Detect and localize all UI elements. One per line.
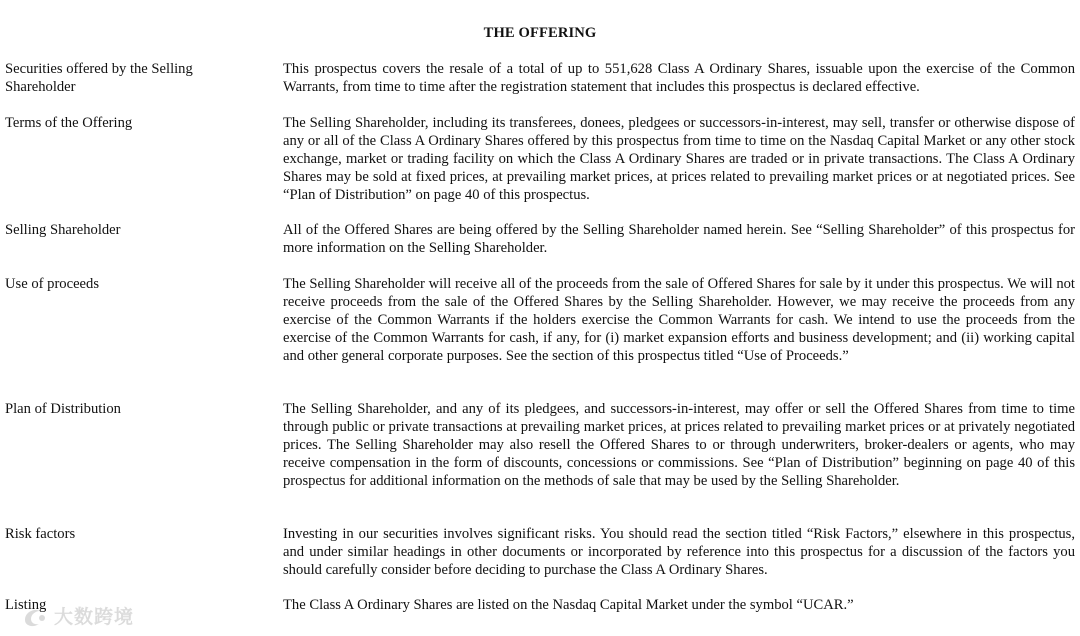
row-description: The Selling Shareholder will receive all of the proceeds from the sale of Offered Shares for sale by it under this prospectus. We will not receive proceeds from the sale of the Offered Shares by the Selling Shareholder. However, we may receive the proceeds from any exercise of the Common Warrants if the holders exercise the Common Warrants for cash. We intend to use the proceeds from the exercise of the Common Warrants for cash, if any, for (i) market expansion efforts and business development; and (ii) working capital and other general corporate purposes. See the section of this prospectus titled “Use of Proceeds.” <box>283 276 1075 364</box>
row-description: Investing in our securities involves significant risks. You should read the section titled “Risk Factors,” elsewhere in this prospectus, and under similar headings in other documents or incorporated by reference into this prospectus for a discussion of the factors you should carefully consider before deciding to purchase the Class A Ordinary Shares. <box>283 526 1075 578</box>
row-description: All of the Offered Shares are being offered by the Selling Shareholder named herein. See “Selling Shareholder” of this prospectus for more information on the Selling Shareholder. <box>283 222 1075 256</box>
row-label: Securities offered by the Selling Shareholder <box>5 61 193 95</box>
row-label: Plan of Distribution <box>5 401 121 417</box>
row-label: Risk factors <box>5 526 76 542</box>
row-label: Listing <box>5 597 47 613</box>
row-label: Terms of the Offering <box>5 115 133 131</box>
row-description: This prospectus covers the resale of a total of up to 551,628 Class A Ordinary Shares, issuable upon the exercise of the Common Warrants, from time to time after the registration statement that includes this prospectus is declared effective. <box>283 61 1075 95</box>
row-description: The Class A Ordinary Shares are listed on the Nasdaq Capital Market under the symbol “UCAR.” <box>283 597 854 613</box>
watermark-text: 大数跨境 <box>54 606 135 628</box>
section-title: THE OFFERING <box>483 25 597 41</box>
row-label: Selling Shareholder <box>5 222 121 238</box>
row-description: The Selling Shareholder, and any of its pledgees, and successors-in-interest, may offer or sell the Offered Shares from time to time through public or private transactions at prevailing market prices, at prices related to prevailing market prices or at privately negotiated prices. The Selling Shareholder may also resell the Offered Shares to or through underwriters, broker-dealers or agents, who may receive compensation in the form of discounts, concessions or commissions. See “Plan of Distribution” beginning on page 40 of this prospectus for additional information on the methods of sale that may be used by the Selling Shareholder. <box>283 401 1075 489</box>
row-description: The Selling Shareholder, including its transferees, donees, pledgees or successors-in-interest, may sell, transfer or otherwise dispose of any or all of the Class A Ordinary Shares offered by this prospectus from time to time on the Nasdaq Capital Market or any other stock exchange, market or trading facility on which the Class A Ordinary Shares are traded or in private transactions. The Class A Ordinary Shares may be sold at fixed prices, at prevailing market prices, at prices related to prevailing market prices or at negotiated prices. See “Plan of Distribution” on page 40 of this prospectus. <box>283 115 1075 203</box>
row-label: Use of proceeds <box>5 276 100 292</box>
